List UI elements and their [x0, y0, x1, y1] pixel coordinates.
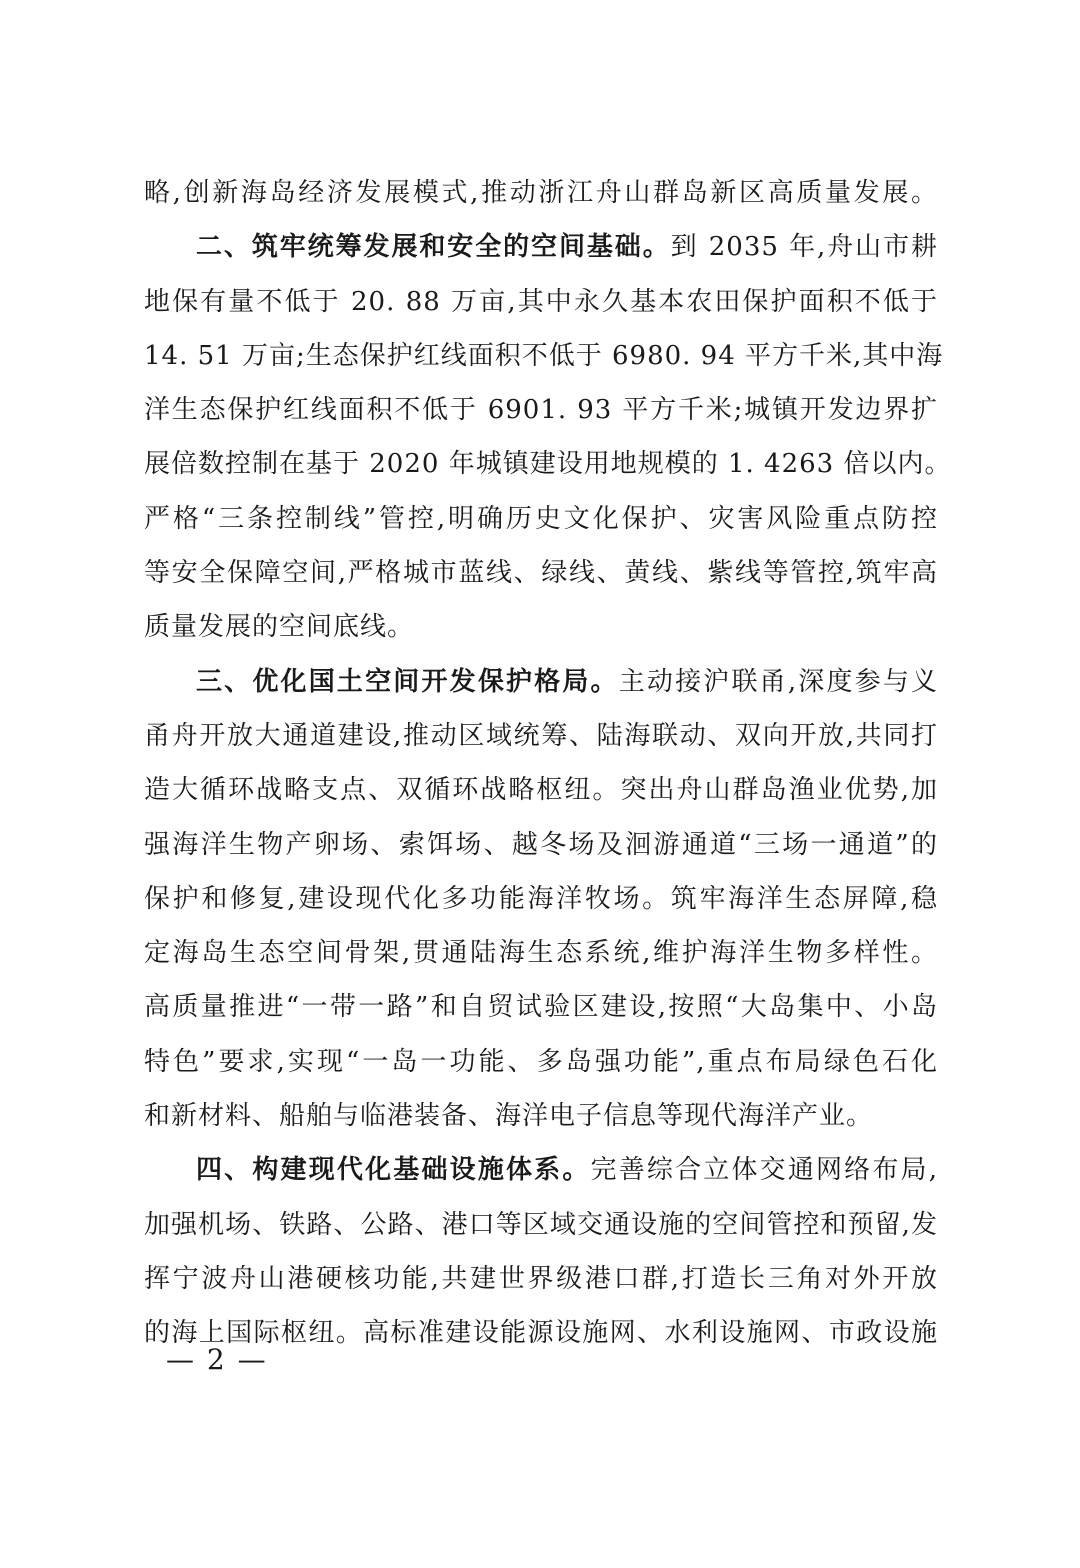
paragraph-line — [144, 763, 938, 817]
line-text: 保护和修复,建设现代化多功能海洋牧场。筑牢海洋生态屏障,稳 — [144, 883, 938, 914]
line-text: 到 2035 年,舟山市耕 — [670, 232, 938, 263]
paragraph-line — [144, 980, 938, 1034]
paragraph-line — [144, 709, 938, 763]
paragraph-line — [144, 492, 938, 546]
line-text: 挥宁波舟山港硬核功能,共建世界级港口群,打造长三角对外开放 — [144, 1263, 938, 1294]
paragraph-line — [144, 275, 938, 329]
paragraph-line — [144, 383, 938, 437]
section-heading-line — [144, 220, 938, 274]
paragraph-line — [144, 872, 938, 926]
section-heading-line — [144, 655, 938, 709]
line-text: 强海洋生物产卵场、索饵场、越冬场及洄游通道“三场一通道”的 — [144, 829, 938, 860]
paragraph-line — [144, 1198, 938, 1252]
paragraph-line — [144, 600, 938, 654]
body-text — [144, 166, 952, 1361]
paragraph-line — [144, 437, 952, 491]
section-heading: 三、优化国土空间开发保护格局。 — [196, 666, 619, 697]
line-text: 展倍数控制在基于 2020 年城镇建设用地规模的 1. 4263 倍以内。 — [144, 449, 952, 480]
line-text: 主动接沪联甬,深度参与义 — [618, 666, 938, 697]
line-text: 14. 51 万亩;生态保护红线面积不低于 6980. 94 平方千米,其中海 — [144, 340, 944, 371]
line-text: 高质量推进“一带一路”和自贸试验区建设,按照“大岛集中、小岛 — [144, 992, 938, 1023]
paragraph-line — [144, 1089, 938, 1143]
line-text: 定海岛生态空间骨架,贯通陆海生态系统,维护海洋生物多样性。 — [144, 938, 938, 969]
line-text: 略,创新海岛经济发展模式,推动浙江舟山群岛新区高质量发展。 — [144, 178, 938, 208]
paragraph-line — [144, 1252, 938, 1306]
line-text: 完善综合立体交通网络布局, — [590, 1155, 938, 1186]
page-number: — 2 — — [166, 1343, 268, 1376]
section-heading: 四、构建现代化基础设施体系。 — [196, 1155, 591, 1186]
paragraph-line — [144, 926, 938, 980]
paragraph-line — [144, 818, 938, 872]
line-text: 甬舟开放大通道建设,推动区域统筹、陆海联动、双向开放,共同打 — [144, 720, 938, 751]
paragraph-line — [144, 1035, 938, 1089]
line-text: 地保有量不低于 20. 88 万亩,其中永久基本农田保护面积不低于 — [144, 286, 938, 317]
paragraph-line — [144, 329, 944, 383]
line-text: 造大循环战略支点、双循环战略枢纽。突出舟山群岛渔业优势,加 — [144, 775, 938, 806]
line-text: 严格“三条控制线”管控,明确历史文化保护、灾害风险重点防控 — [144, 503, 938, 534]
line-text: 洋生态保护红线面积不低于 6901. 93 平方千米;城镇开发边界扩 — [144, 395, 938, 426]
section-heading-line — [144, 1143, 938, 1197]
paragraph-line — [144, 166, 938, 220]
line-text: 质量发展的空间底线。 — [144, 612, 415, 643]
line-text: 的海上国际枢纽。高标准建设能源设施网、水利设施网、市政设施 — [144, 1318, 938, 1349]
line-text: 等安全保障空间,严格城市蓝线、绿线、黄线、紫线等管控,筑牢高 — [144, 558, 938, 589]
line-text: 特色”要求,实现“一岛一功能、多岛强功能”,重点布局绿色石化 — [144, 1046, 938, 1077]
section-heading: 二、筑牢统筹发展和安全的空间基础。 — [196, 232, 671, 263]
line-text: 加强机场、铁路、公路、港口等区域交通设施的空间管控和预留,发 — [144, 1209, 938, 1240]
paragraph-line — [144, 546, 938, 600]
line-text: 和新材料、船舶与临港装备、海洋电子信息等现代海洋产业。 — [144, 1101, 874, 1132]
